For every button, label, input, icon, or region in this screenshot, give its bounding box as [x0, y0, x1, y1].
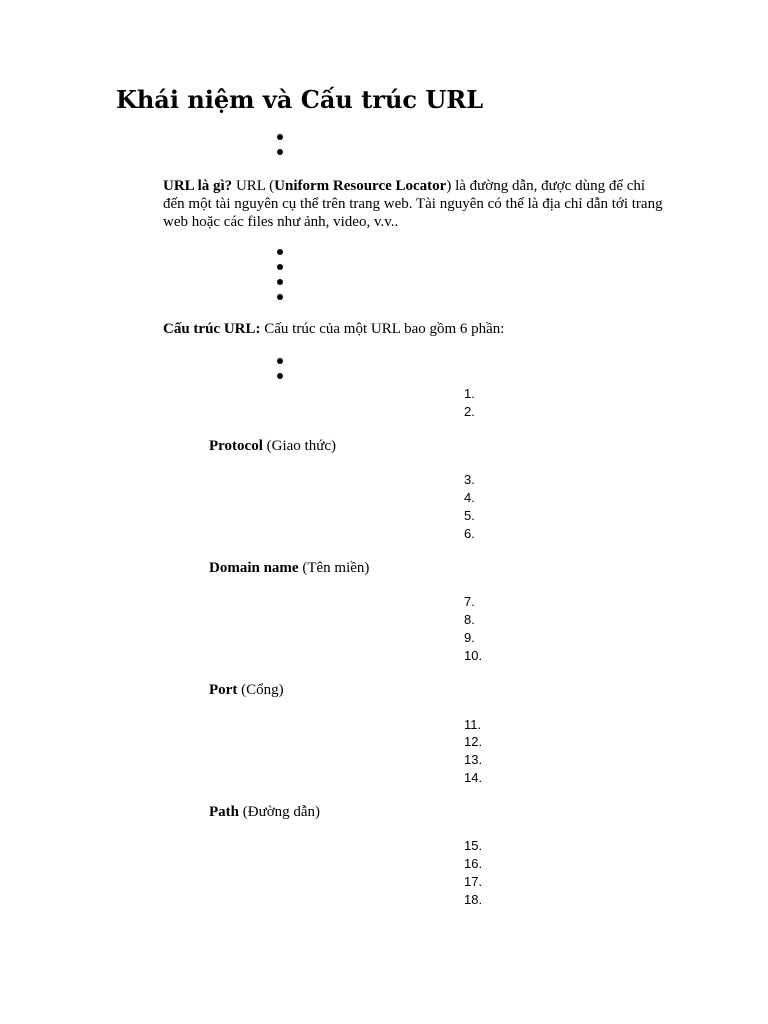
list-number: 2.	[464, 404, 475, 419]
list-number: 18.	[464, 892, 483, 907]
url-structure-text: Cấu trúc của một URL bao gồm 6 phần:	[260, 321, 505, 337]
url-part-name: Path	[209, 804, 239, 820]
url-part-name: Port	[209, 682, 238, 698]
list-bullet	[277, 358, 283, 364]
url-part-desc: (Giao thức)	[262, 438, 336, 454]
url-part-port	[209, 681, 284, 699]
page-title: Khái niệm và Cấu trúc URL	[116, 85, 484, 114]
list-number: 14.	[464, 770, 483, 785]
url-part-name: Domain name	[209, 560, 299, 576]
url-part-desc: (Cổng)	[237, 682, 284, 698]
url-structure-label: Cấu trúc URL:	[163, 321, 261, 337]
url-part-desc: (Đường dẫn)	[239, 804, 321, 820]
list-number: 8.	[464, 612, 475, 627]
list-bullet	[277, 134, 283, 140]
list-number: 11.	[464, 717, 482, 732]
list-number: 3.	[464, 472, 475, 487]
list-number: 9.	[464, 630, 475, 645]
list-number: 6.	[464, 526, 475, 541]
list-number: 15.	[464, 838, 483, 853]
list-bullet	[277, 294, 283, 300]
url-part-path	[209, 803, 320, 821]
url-part-protocol	[209, 437, 336, 455]
url-definition-text: ) là đường dẫn, được dùng để chỉ đến một tài nguyên cụ thể trên trang web. Tài nguyên có thể là địa chỉ dẫn tới trang web hoặc các files như ảnh, video, v.v..	[163, 178, 663, 230]
url-definition-term: Uniform Resource Locator	[274, 178, 447, 194]
list-bullet	[277, 249, 283, 255]
list-number: 16.	[464, 856, 483, 871]
list-bullet	[277, 149, 283, 155]
list-number: 5.	[464, 508, 475, 523]
list-number: 1.	[464, 386, 475, 401]
url-definition-label: URL là gì?	[163, 178, 233, 194]
url-part-name: Protocol	[209, 438, 263, 454]
list-bullet	[277, 279, 283, 285]
url-definition-pre: URL (	[232, 178, 275, 194]
url-part-domain-name	[209, 559, 369, 577]
url-part-desc: (Tên miền)	[298, 560, 370, 576]
list-number: 13.	[464, 752, 483, 767]
list-number: 4.	[464, 490, 475, 505]
list-number: 7.	[464, 594, 475, 609]
list-number: 10.	[464, 648, 483, 663]
list-bullet	[277, 264, 283, 270]
url-structure-paragraph	[163, 320, 663, 338]
list-number: 12.	[464, 734, 483, 749]
list-number: 17.	[464, 874, 483, 889]
url-definition-paragraph	[163, 177, 663, 231]
list-bullet	[277, 373, 283, 379]
